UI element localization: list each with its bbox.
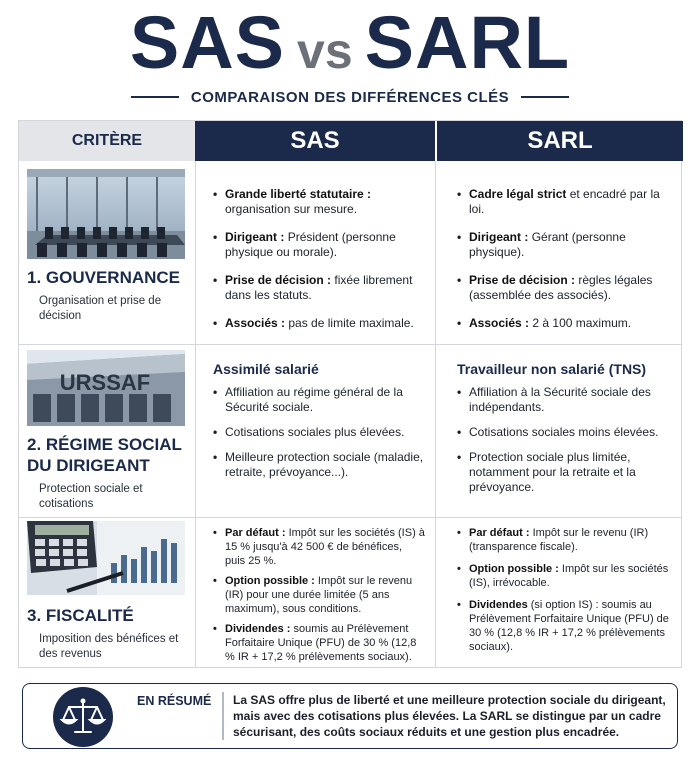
summary-label: EN RÉSUMÉ xyxy=(137,694,212,708)
list-item: • Grande liberté statutaire : organisation sur mesure. xyxy=(213,187,425,217)
meeting-room-image xyxy=(27,169,185,259)
sas-cell xyxy=(195,161,435,344)
header-criterion: CRITÈRE xyxy=(19,121,195,161)
urssaf-sign: URSSAF xyxy=(59,370,151,395)
regime-heading: Assimilé salarié xyxy=(213,361,319,377)
subtitle-text: COMPARAISON DES DIFFÉRENCES CLÉS xyxy=(190,88,510,106)
sas-cell xyxy=(195,345,435,517)
regime-heading: Travailleur non salarié (TNS) xyxy=(457,361,647,377)
sarl-cell xyxy=(435,161,683,344)
summary-divider xyxy=(222,692,224,740)
subtitle-rule-right xyxy=(521,96,569,98)
criterion-title: 1. GOUVERNANCE xyxy=(27,268,181,287)
list-item: • Par défaut : Impôt sur le revenu (IR) (transparence fiscale). xyxy=(457,526,673,554)
list-item: • Par défaut : Impôt sur les sociétés (IS) à 15 % jusqu'à 42 500 € de bénéfices, puis 25 %. xyxy=(213,526,425,568)
calculator-finance-image xyxy=(27,521,185,595)
list-item: • Associés : pas de limite maximale. xyxy=(213,316,425,331)
list-item: • Cotisations sociales moins élevées. xyxy=(457,425,673,440)
criterion-cell xyxy=(19,161,195,344)
page-title xyxy=(0,1,700,84)
sarl-cell xyxy=(435,345,683,517)
header-sarl: SARL xyxy=(435,121,683,161)
subtitle-rule-left xyxy=(131,96,179,98)
criterion-subtitle: Imposition des bénéfices et des revenus xyxy=(39,633,179,660)
list-item: • Associés : 2 à 100 maximum. xyxy=(457,316,673,331)
list-item: • Cadre légal strict et encadré par la loi. xyxy=(457,187,673,217)
urssaf-building-image xyxy=(27,350,185,426)
summary-text: La SAS offre plus de liberté et une meilleure protection sociale du dirigeant, mais avec des cotisations plus élevées. La SARL se distingue par un cadre sécurisant, des coûts sociaux réduits et une gestion plus encadrée. xyxy=(233,693,666,739)
title-vs: vs xyxy=(297,23,353,79)
title-sas: SAS xyxy=(129,1,286,84)
sas-cell xyxy=(195,518,435,669)
list-item: • Option possible : Impôt sur le revenu (IR) pour une durée limitée (5 ans maximum), sous conditions. xyxy=(213,574,425,616)
criterion-title: 2. RÉGIME SOCIAL DU DIRIGEANT xyxy=(27,435,182,475)
table-row-taxation xyxy=(19,518,683,669)
criterion-subtitle: Organisation et prise de décision xyxy=(39,295,162,322)
header-sas: SAS xyxy=(195,121,435,161)
list-item: • Prise de décision : règles légales (assemblée des associés). xyxy=(457,273,673,303)
scales-of-justice-icon xyxy=(53,687,113,747)
list-item: • Protection sociale plus limitée, notamment pour la retraite et la prévoyance. xyxy=(457,450,673,495)
criterion-title: 3. FISCALITÉ xyxy=(27,606,134,625)
criterion-subtitle: Protection sociale et cotisations xyxy=(39,483,143,510)
list-item: • Dividendes (si option IS) : soumis au Prélèvement Forfaitaire Unique (PFU) de 30 % (12,8 % IR + 17,2 % prélèvements sociaux). xyxy=(457,598,673,654)
table-row-social-regime xyxy=(19,345,683,517)
sarl-cell xyxy=(435,518,683,669)
criterion-cell xyxy=(19,345,195,517)
subtitle xyxy=(0,86,700,108)
list-item: • Dividendes : soumis au Prélèvement Forfaitaire Unique (PFU) de 30 % (12,8 % IR + 17,2 % prélèvements sociaux). xyxy=(213,622,425,664)
criterion-cell xyxy=(19,518,195,669)
title-sarl: SARL xyxy=(364,1,571,84)
list-item: • Affiliation au régime général de la Sécurité sociale. xyxy=(213,385,425,415)
comparison-table xyxy=(18,120,682,668)
list-item: • Option possible : Impôt sur les sociétés (IS), irrévocable. xyxy=(457,562,673,590)
summary-box xyxy=(22,683,678,749)
list-item: • Affiliation à la Sécurité sociale des indépendants. xyxy=(457,385,673,415)
list-item: • Dirigeant : Gérant (personne physique). xyxy=(457,230,673,260)
list-item: • Meilleure protection sociale (maladie, retraite, prévoyance...). xyxy=(213,450,425,480)
table-row-governance xyxy=(19,161,683,344)
list-item: • Cotisations sociales plus élevées. xyxy=(213,425,425,440)
list-item: • Prise de décision : fixée librement dans les statuts. xyxy=(213,273,425,303)
list-item: • Dirigeant : Président (personne physique ou morale). xyxy=(213,230,425,260)
